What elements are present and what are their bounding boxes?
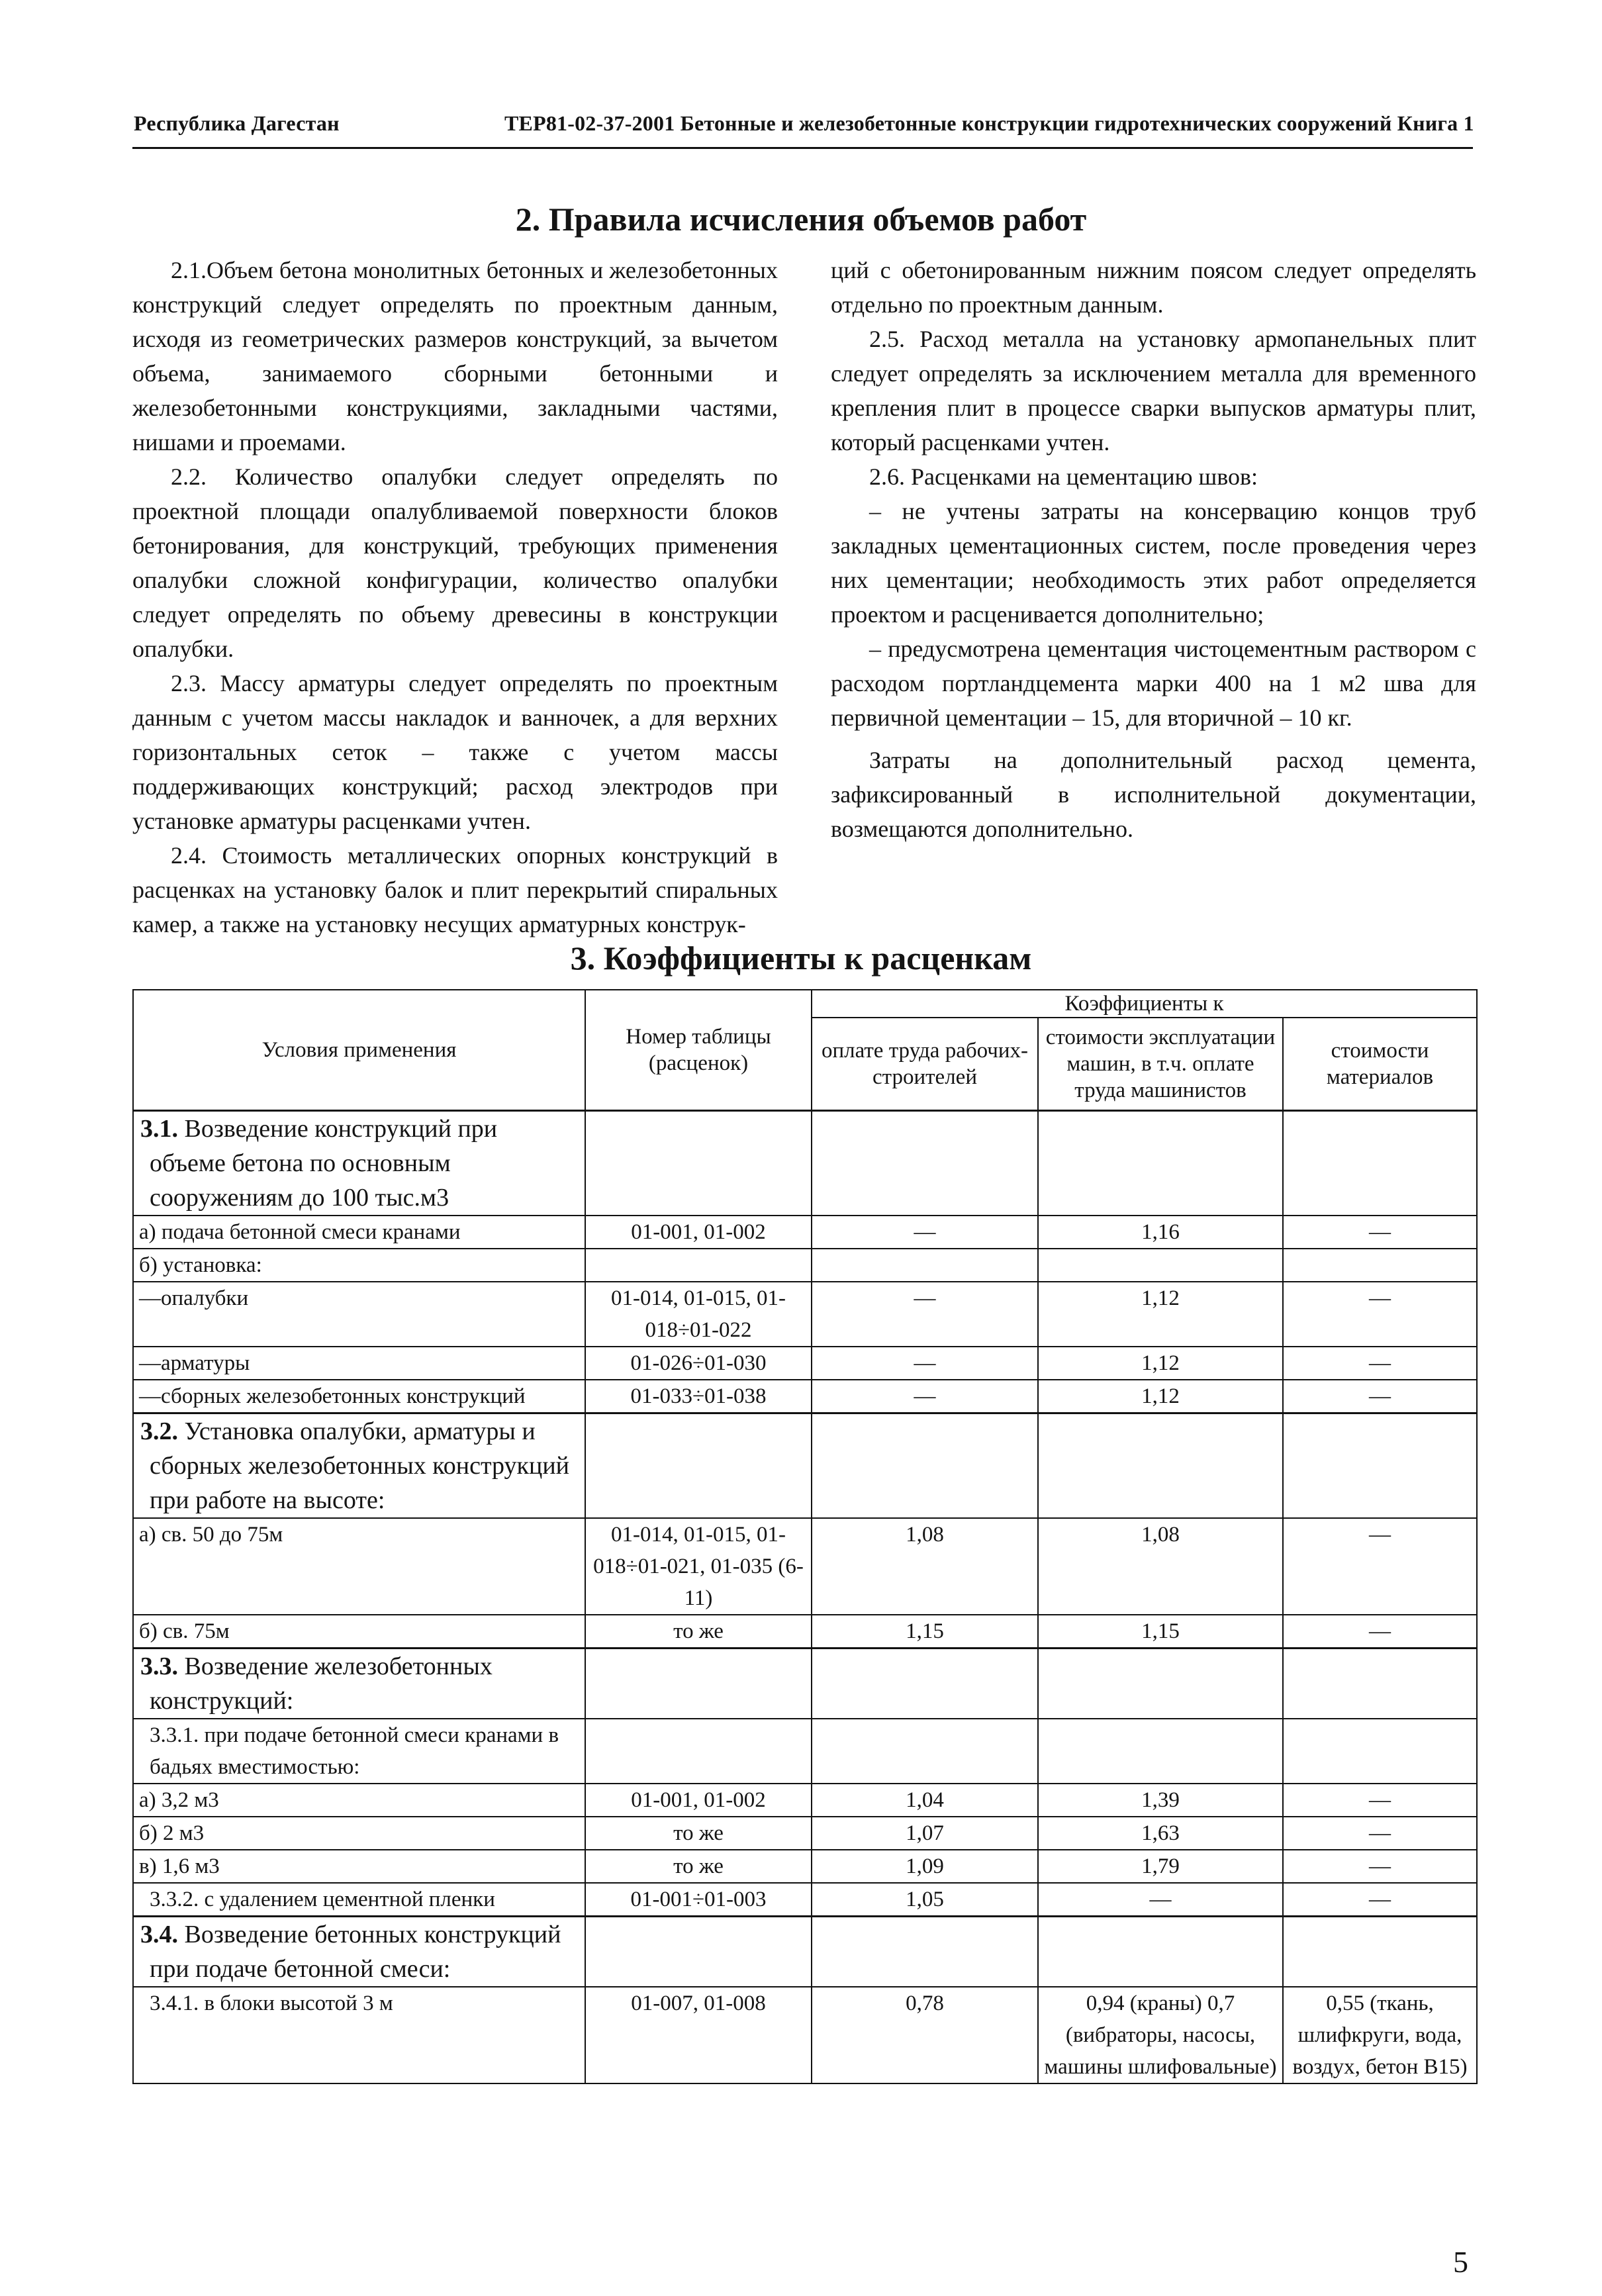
paragraph-2-3: 2.3. Массу арматуры следует определять по проектным данным с учетом массы накладок и ванночек, а для верхних горизонтальных сеток – также с учетом массы поддерживающих конструкций; расход электродов при установке арматуры расценками учтен. — [132, 670, 778, 834]
row-materials: — — [1283, 1817, 1477, 1850]
row-table-number: 01-001, 01-002 — [585, 1216, 812, 1249]
row-machines: 1,15 — [1038, 1615, 1283, 1649]
table-row — [133, 1282, 1477, 1347]
row-materials: — — [1283, 1883, 1477, 1917]
header-table-number: Номер таблицы (расценок) — [585, 990, 812, 1110]
header-conditions: Условия применения — [133, 990, 585, 1110]
row-table-number: 01-014, 01-015, 01-018÷01-021, 01-035 (6-11) — [585, 1518, 812, 1615]
table-row — [133, 1216, 1477, 1249]
table-row — [133, 1850, 1477, 1883]
row-labor: — — [812, 1380, 1038, 1413]
paragraph-2-6-note: Затраты на дополнительный расход цемента, зафиксированный в исполнительной документации, возмещаются дополнительно. — [831, 747, 1476, 842]
row-label: 3.3.2. с удалением цементной пленки — [133, 1883, 585, 1917]
row-materials: — — [1283, 1615, 1477, 1649]
row-label: в) 1,6 м3 — [133, 1850, 585, 1883]
row-machines: 1,63 — [1038, 1817, 1283, 1850]
row-label: 3.3.1. при подаче бетонной смеси кранами в бадьях вместимостью: — [133, 1719, 585, 1784]
row-materials: — — [1283, 1347, 1477, 1380]
table-row — [133, 1648, 1477, 1719]
row-table-number: 01-001÷01-003 — [585, 1883, 812, 1917]
table-row — [133, 1615, 1477, 1649]
row-machines: 1,12 — [1038, 1347, 1283, 1380]
row-label: 3.4.1. в блоки высотой 3 м — [133, 1987, 585, 2083]
section-3-3-title: 3.3. Возведение железобетонных конструкций: — [133, 1648, 585, 1719]
row-table-number: 01-001, 01-002 — [585, 1784, 812, 1817]
section-3-2-title: 3.2. Установка опалубки, арматуры и сборных железобетонных конструкций при работе на высоте: — [133, 1413, 585, 1518]
row-table-number: то же — [585, 1850, 812, 1883]
row-table-number: то же — [585, 1817, 812, 1850]
row-label: а) подача бетонной смеси кранами — [133, 1216, 585, 1249]
row-materials: — — [1283, 1518, 1477, 1615]
table-row — [133, 1249, 1477, 1282]
table-row — [133, 1817, 1477, 1850]
paragraph-2-6-item-1: – не учтены затраты на консервацию концов труб закладных цементационных систем, после проведения через них цементации; необходимость этих работ определяется проектом и расценивается дополнительно; — [831, 498, 1476, 628]
table-row — [133, 1110, 1477, 1216]
row-materials: — — [1283, 1380, 1477, 1413]
section-2-title: 2. Правила исчисления объемов работ — [515, 201, 1087, 238]
page-number: 5 — [1453, 2245, 1468, 2279]
row-labor: — — [812, 1216, 1038, 1249]
row-labor: 0,78 — [812, 1987, 1038, 2083]
table-row — [133, 1784, 1477, 1817]
row-label: —опалубки — [133, 1282, 585, 1347]
row-label: —сборных железобетонных конструкций — [133, 1380, 585, 1413]
row-labor: — — [812, 1282, 1038, 1347]
row-materials: — — [1283, 1850, 1477, 1883]
row-label: а) 3,2 м3 — [133, 1784, 585, 1817]
row-label: б) установка: — [133, 1249, 585, 1282]
table-row — [133, 1719, 1477, 1784]
header-labor: оплате труда рабочих-строителей — [812, 1018, 1038, 1110]
header-region: Республика Дагестан — [134, 111, 340, 135]
row-machines: 1,08 — [1038, 1518, 1283, 1615]
row-table-number: 01-033÷01-038 — [585, 1380, 812, 1413]
section-3-4-title: 3.4. Возведение бетонных конструкций при подаче бетонной смеси: — [133, 1916, 585, 1987]
section-3-1-title: 3.1. Возведение конструкций при объеме бетона по основным сооружениям до 100 тыс.м3 — [133, 1110, 585, 1216]
paragraph-2-4-cont: ций с обетонированным нижним поясом следует определять отдельно по проектным данным. — [831, 257, 1476, 318]
header-coefficients: Коэффициенты к — [812, 990, 1477, 1018]
right-column — [831, 253, 1476, 846]
row-machines: 1,79 — [1038, 1850, 1283, 1883]
paragraph-2-1: 2.1.Объем бетона монолитных бетонных и железобетонных конструкций следует определять по проектным данным, исходя из геометрических размеров конструкций, за вычетом объема, занимаемого сборными бетонными и железобетонными конструкциями, закладными частями, нишами и проемами. — [132, 257, 778, 455]
row-table-number: 01-026÷01-030 — [585, 1347, 812, 1380]
row-materials: 0,55 (ткань, шлифкруги, вода, воздух, бетон В15) — [1283, 1987, 1477, 2083]
row-label: а) св. 50 до 75м — [133, 1518, 585, 1615]
row-materials: — — [1283, 1282, 1477, 1347]
row-table-number: 01-007, 01-008 — [585, 1987, 812, 2083]
paragraph-2-4: 2.4. Стоимость металлических опорных конструкций в расценках на установку балок и плит перекрытий спиральных камер, а также на установку несущих арматурных конструк- — [132, 842, 778, 937]
row-machines: 1,16 — [1038, 1216, 1283, 1249]
table-row — [133, 1916, 1477, 1987]
row-machines: — — [1038, 1883, 1283, 1917]
header-materials: стоимости материалов — [1283, 1018, 1477, 1110]
row-machines: 1,12 — [1038, 1380, 1283, 1413]
table-row — [133, 1347, 1477, 1380]
table-row — [133, 1883, 1477, 1917]
header-document-title: ТЕР81-02-37-2001 Бетонные и железобетонные конструкции гидротехнических сооружений Книга 1 — [504, 111, 1474, 135]
row-machines: 1,12 — [1038, 1282, 1283, 1347]
row-table-number: 01-014, 01-015, 01-018÷01-022 — [585, 1282, 812, 1347]
row-labor: 1,05 — [812, 1883, 1038, 1917]
table-row — [133, 1380, 1477, 1413]
row-label: б) 2 м3 — [133, 1817, 585, 1850]
paragraph-2-2: 2.2. Количество опалубки следует определять по проектной площади опалубливаемой поверхности блоков бетонирования, для конструкций, требующих применения опалубки сложной конфигурации, количество опалубки следует определять по объему древесины в конструкции опалубки. — [132, 463, 778, 662]
row-materials: — — [1283, 1784, 1477, 1817]
coefficients-table — [132, 989, 1478, 2084]
row-machines: 0,94 (краны) 0,7 (вибраторы, насосы, машины шлифовальные) — [1038, 1987, 1283, 2083]
row-table-number: то же — [585, 1615, 812, 1649]
section-3-title: 3. Коэффициенты к расценкам — [570, 939, 1032, 977]
table-row — [133, 1518, 1477, 1615]
row-label: —арматуры — [133, 1347, 585, 1380]
table-row — [133, 1987, 1477, 2083]
row-materials: — — [1283, 1216, 1477, 1249]
row-labor: — — [812, 1347, 1038, 1380]
row-label: б) св. 75м — [133, 1615, 585, 1649]
row-labor: 1,04 — [812, 1784, 1038, 1817]
paragraph-2-6-item-2: – предусмотрена цементация чистоцементным раствором с расходом портландцемента марки 400 на 1 м2 шва для первичной цементации – 15, для вторичной – 10 кг. — [831, 636, 1476, 731]
header-rule — [132, 147, 1473, 149]
row-labor: 1,09 — [812, 1850, 1038, 1883]
row-labor: 1,08 — [812, 1518, 1038, 1615]
row-labor: 1,07 — [812, 1817, 1038, 1850]
paragraph-2-6: 2.6. Расценками на цементацию швов: — [869, 463, 1258, 490]
left-column — [132, 253, 778, 941]
paragraph-2-5: 2.5. Расход металла на установку армопанельных плит следует определять за исключением металла для временного крепления плит в процессе сварки выпусков арматуры плит, который расценками учтен. — [831, 326, 1476, 455]
row-machines: 1,39 — [1038, 1784, 1283, 1817]
header-machines: стоимости эксплуатации машин, в т.ч. оплате труда машинистов — [1038, 1018, 1283, 1110]
table-row — [133, 1413, 1477, 1518]
row-labor: 1,15 — [812, 1615, 1038, 1649]
